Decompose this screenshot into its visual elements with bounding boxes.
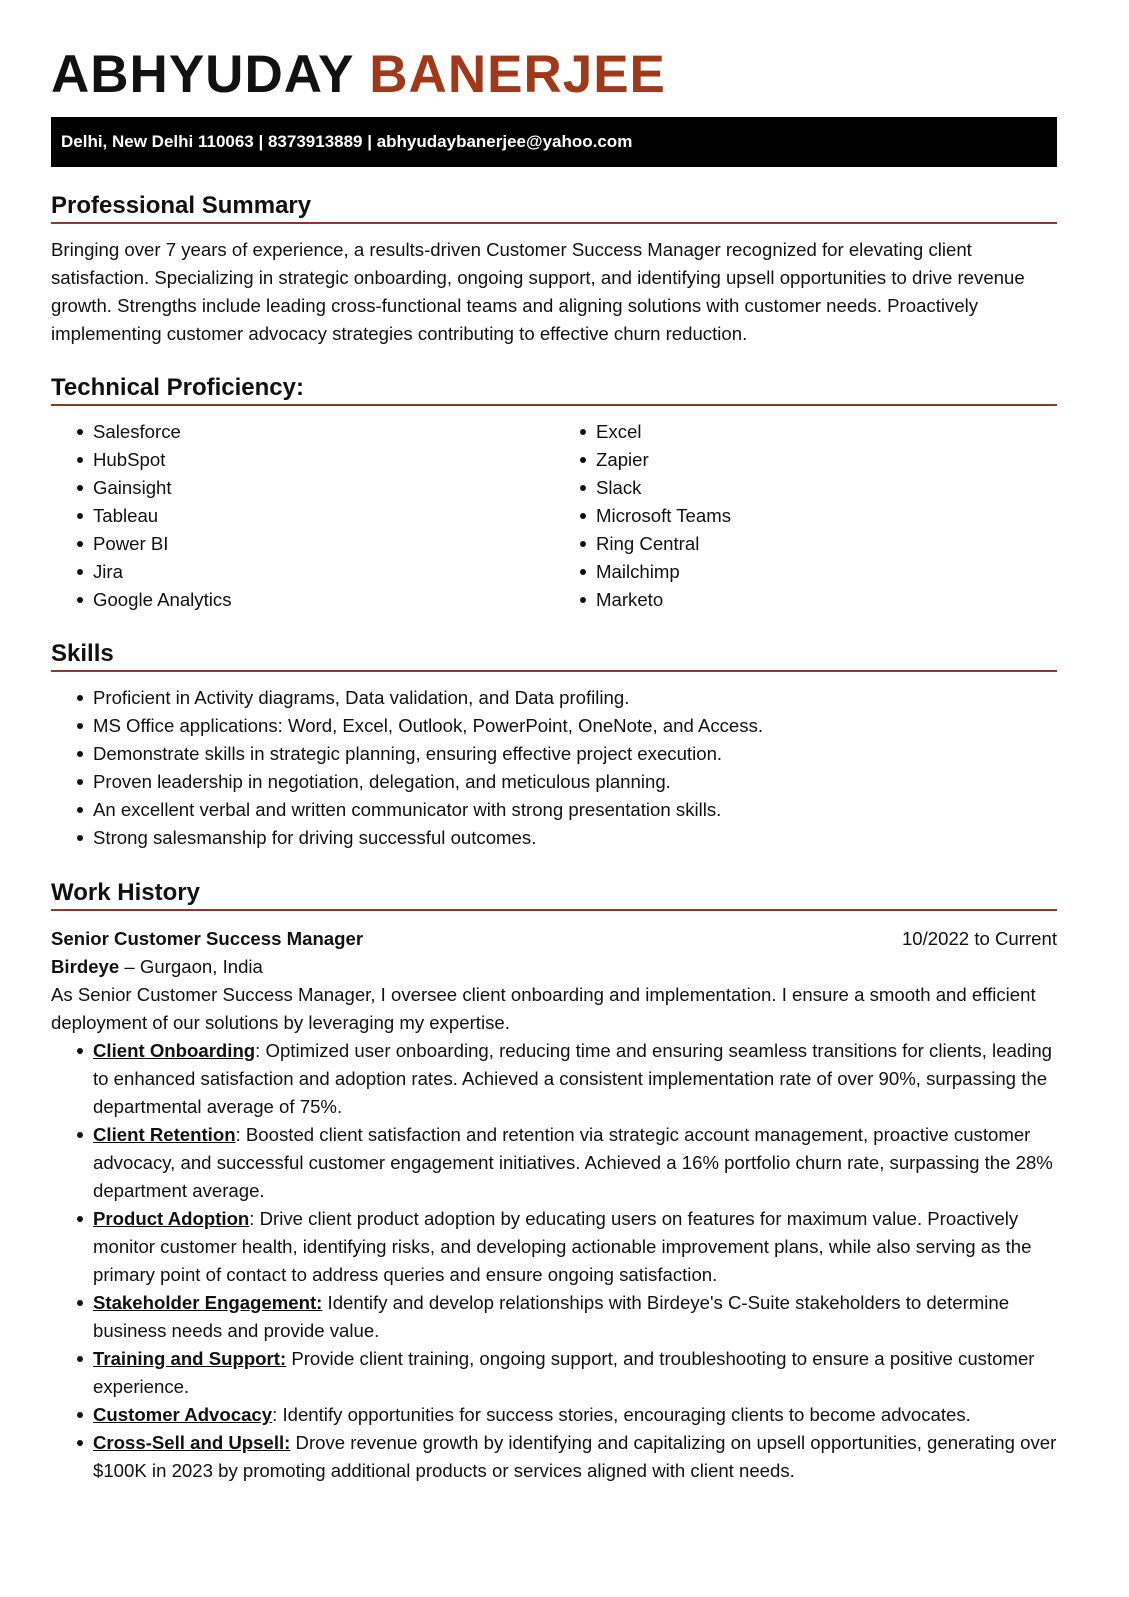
list-item xyxy=(51,1037,1057,1121)
bullet-label: Product Adoption xyxy=(93,1208,250,1229)
job-bullets xyxy=(51,1037,1057,1485)
list-item: Proficient in Activity diagrams, Data validation, and Data profiling. xyxy=(51,684,1057,712)
list-item xyxy=(51,1429,1057,1485)
technical-list-right xyxy=(554,418,1057,614)
summary-text: Bringing over 7 years of experience, a results-driven Customer Success Manager recognized for elevating client satisfaction. Specializing in strategic onboarding, ongoing support, and identifying upsell opportunities to drive revenue growth. Strengths include leading cross-functional teams and aligning solutions with customer needs. Proactively implementing customer advocacy strategies contributing to effective churn reduction. xyxy=(51,239,1025,344)
bullet-label: Stakeholder Engagement: xyxy=(93,1292,323,1313)
last-name: BANERJEE xyxy=(369,45,666,104)
company-location: – Gurgaon, India xyxy=(119,956,263,977)
list-item: Tableau xyxy=(51,502,554,530)
job-header xyxy=(51,925,1057,953)
list-item: Jira xyxy=(51,558,554,586)
work-section xyxy=(51,878,1057,1485)
list-item: Power BI xyxy=(51,530,554,558)
job-title: Senior Customer Success Manager xyxy=(51,928,364,949)
bullet-text: : Optimized user onboarding, reducing time and ensuring seamless transitions for clients, leading to enhanced satisfaction and adoption rates. Achieved a consistent implementation rate of over 90%, surpassing the departmental average of 75%. xyxy=(93,1040,1053,1117)
first-name: ABHYUDAY xyxy=(51,45,354,104)
contact-bar: Delhi, New Delhi 110063 | 8373913889 | abhyudaybanerjee@yahoo.com xyxy=(51,117,1057,167)
list-item: Ring Central xyxy=(554,530,1057,558)
list-item: MS Office applications: Word, Excel, Outlook, PowerPoint, OneNote, and Access. xyxy=(51,712,1057,740)
bullet-label: Customer Advocacy xyxy=(93,1404,273,1425)
list-item: Proven leadership in negotiation, delegation, and meticulous planning. xyxy=(51,768,1057,796)
list-item: Salesforce xyxy=(51,418,554,446)
list-item xyxy=(51,1205,1057,1289)
list-item: HubSpot xyxy=(51,446,554,474)
technical-section xyxy=(51,373,1057,614)
skills-title: Skills xyxy=(51,639,1057,672)
list-item xyxy=(51,1121,1057,1205)
technical-title: Technical Proficiency: xyxy=(51,373,1057,406)
job-dates: 10/2022 to Current xyxy=(901,928,1057,949)
list-item xyxy=(51,1289,1057,1345)
list-item: Strong salesmanship for driving successful outcomes. xyxy=(51,824,1057,852)
list-item xyxy=(51,1345,1057,1401)
list-item: Mailchimp xyxy=(554,558,1057,586)
list-item: Demonstrate skills in strategic planning, ensuring effective project execution. xyxy=(51,740,1057,768)
list-item: Excel xyxy=(554,418,1057,446)
company-line xyxy=(51,953,1057,981)
skills-section xyxy=(51,639,1057,852)
summary-title: Professional Summary xyxy=(51,191,1057,224)
bullet-label: Training and Support: xyxy=(93,1348,287,1369)
list-item: Marketo xyxy=(554,586,1057,614)
bullet-label: Cross-Sell and Upsell: xyxy=(93,1432,291,1453)
bullet-text: : Identify opportunities for success stories, encouraging clients to become advocates. xyxy=(272,1404,971,1425)
work-title: Work History xyxy=(51,878,1057,911)
list-item xyxy=(51,1401,1057,1429)
job-description: As Senior Customer Success Manager, I oversee client onboarding and implementation. I ensure a smooth and efficient deployment of our solutions by leveraging my expertise. xyxy=(51,984,1036,1033)
list-item: Gainsight xyxy=(51,474,554,502)
list-item: Zapier xyxy=(554,446,1057,474)
candidate-name xyxy=(51,46,1057,110)
bullet-text: Identify and develop relationships with Birdeye's C-Suite stakeholders to determine business needs and provide value. xyxy=(93,1292,1010,1341)
bullet-text: : Drive client product adoption by educating users on features for maximum value. Proactively monitor customer health, identifying risks, and developing actionable improvement plans, while also serving as the primary point of contact to address queries and ensure ongoing satisfaction. xyxy=(93,1208,1032,1285)
technical-list-left xyxy=(51,418,554,614)
bullet-text: Drove revenue growth by identifying and capitalizing on upsell opportunities, generating over $100K in 2023 by promoting additional products or services aligned with client needs. xyxy=(93,1432,1057,1481)
skills-list xyxy=(51,684,1057,852)
bullet-text: : Boosted client satisfaction and retention via strategic account management, proactive customer advocacy, and successful customer engagement initiatives. Achieved a 16% portfolio churn rate, surpassing the 28% department average. xyxy=(93,1124,1053,1201)
bullet-label: Client Retention xyxy=(93,1124,236,1145)
list-item: An excellent verbal and written communicator with strong presentation skills. xyxy=(51,796,1057,824)
technical-list xyxy=(51,418,1057,614)
bullet-text: Provide client training, ongoing support, and troubleshooting to ensure a positive customer experience. xyxy=(93,1348,1035,1397)
list-item: Google Analytics xyxy=(51,586,554,614)
list-item: Microsoft Teams xyxy=(554,502,1057,530)
summary-section xyxy=(51,191,1057,348)
company-name: Birdeye xyxy=(51,956,120,977)
list-item: Slack xyxy=(554,474,1057,502)
bullet-label: Client Onboarding xyxy=(93,1040,256,1061)
